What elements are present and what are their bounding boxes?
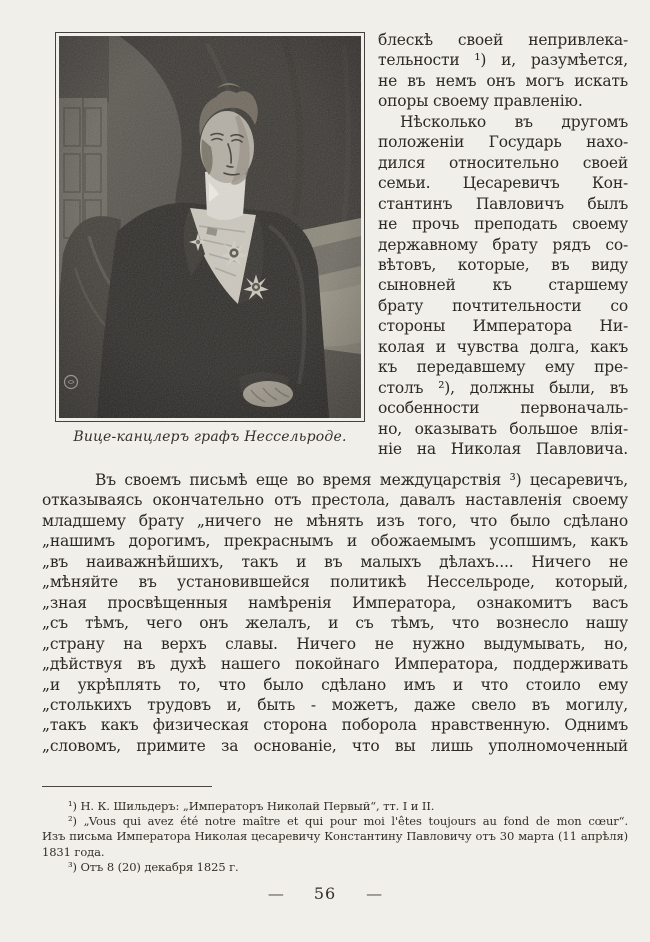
text-line: „дѣйствуя въ духѣ нашего покойнаго Императора, поддерживать: [42, 655, 628, 674]
text-line: „зная просвѣщенныя намѣренія Императора, ознакомитъ васъ: [42, 593, 628, 612]
text-line: стантинъ Павловичъ былъ: [378, 194, 628, 213]
portrait-engraving: [59, 36, 361, 418]
text-line: къ передавшему ему пре-: [378, 358, 628, 377]
footer-left-dash: —: [267, 884, 284, 903]
text-line: „въ наиважнѣйшихъ, такъ и въ малыхъ дѣлахъ.... Ничего не: [42, 552, 628, 571]
text-line: „съ тѣмъ, чего онъ желалъ, и съ тѣмъ, что вознесло нашу: [42, 614, 628, 633]
text-line: „словомъ, примите за основаніе, что вы лишь уполномоченный: [42, 736, 628, 755]
halftone-grain: [59, 36, 361, 418]
text-line: „такъ какъ физическая сторона поборола нравственную. Однимъ: [42, 716, 628, 735]
text-line: не прочь преподать своему: [378, 215, 628, 234]
text-line: „и укрѣплять то, что было сдѣлано имъ и что стоило ему: [42, 675, 628, 694]
text-line: сыновней къ старшему: [378, 276, 628, 295]
main-paragraph: [42, 470, 628, 756]
footnotes: [42, 798, 628, 874]
portrait-frame: [55, 32, 365, 422]
text-line: ніе на Николая Павловича.: [378, 440, 628, 459]
text-line: Нѣсколько въ другомъ: [400, 112, 628, 131]
text-line: столъ ²), должны были, въ: [378, 378, 628, 397]
text-line: младшему брату „ничего не мѣнять изъ того, что было сдѣлано: [42, 511, 628, 530]
text-line: опоры своему правленію.: [378, 92, 583, 111]
text-line: тельности ¹) и, разумѣется,: [378, 51, 628, 70]
footnote-line: ¹) Н. К. Шильдеръ: „Императоръ Николай Первый“, тт. I и II.: [68, 799, 435, 813]
footnote-line: ²) „Vous qui avez été notre maître et qui pour moi l'êtes toujours au fond de mon cœur“.: [68, 814, 628, 829]
text-line: „страну на верхъ славы. Ничего не нужно выдумывать, но,: [42, 634, 628, 653]
text-line: положеніи Государь нахо-: [378, 133, 628, 152]
text-line: брату почтительности со: [378, 296, 628, 315]
footnote-line: Изъ письма Императора Николая цесаревичу Константину Павловичу отъ 30 марта (11 апрѣля): [42, 829, 628, 844]
text-line: колая и чувства долга, какъ: [378, 337, 628, 356]
text-line: не въ немъ онъ могъ искать: [378, 71, 628, 90]
text-line: вѣтовъ, которые, въ виду: [378, 255, 628, 274]
text-line: дился относительно своей: [378, 153, 628, 172]
footnote-separator: [42, 786, 212, 787]
text-line: семьи. Цесаревичъ Кон-: [378, 174, 628, 193]
text-line: особенности первоначаль-: [378, 399, 628, 418]
text-line: „столькихъ трудовъ и, быть - можетъ, даже свело въ могилу,: [42, 695, 628, 714]
footer-right-dash: —: [366, 884, 383, 903]
page-number: 56: [313, 884, 337, 903]
text-line: Въ своемъ письмѣ еще во время междуцарствія ³) цесаревичъ,: [95, 471, 628, 489]
text-line: отказываясь окончательно отъ престола, давалъ наставленія своему: [42, 491, 628, 510]
footnote-line: 1831 года.: [42, 844, 105, 859]
page-footer: [0, 884, 650, 903]
text-line: „мѣняйте въ установившейся политикѣ Нессельроде, который,: [42, 573, 628, 592]
right-text-column: [378, 30, 628, 460]
footnote-line: ³) Отъ 8 (20) декабря 1825 г.: [68, 859, 239, 874]
text-line: „нашимъ дорогимъ, прекраснымъ и обожаемымъ усопшимъ, какъ: [42, 532, 628, 551]
text-line: блескѣ своей непривлека-: [378, 31, 628, 49]
text-line: но, оказывать большое влія-: [378, 419, 628, 438]
portrait-caption: Вице-канцлеръ графъ Нессельроде.: [73, 429, 347, 445]
text-line: державному брату рядъ со-: [378, 235, 628, 254]
text-line: стороны Императора Ни-: [378, 317, 628, 336]
